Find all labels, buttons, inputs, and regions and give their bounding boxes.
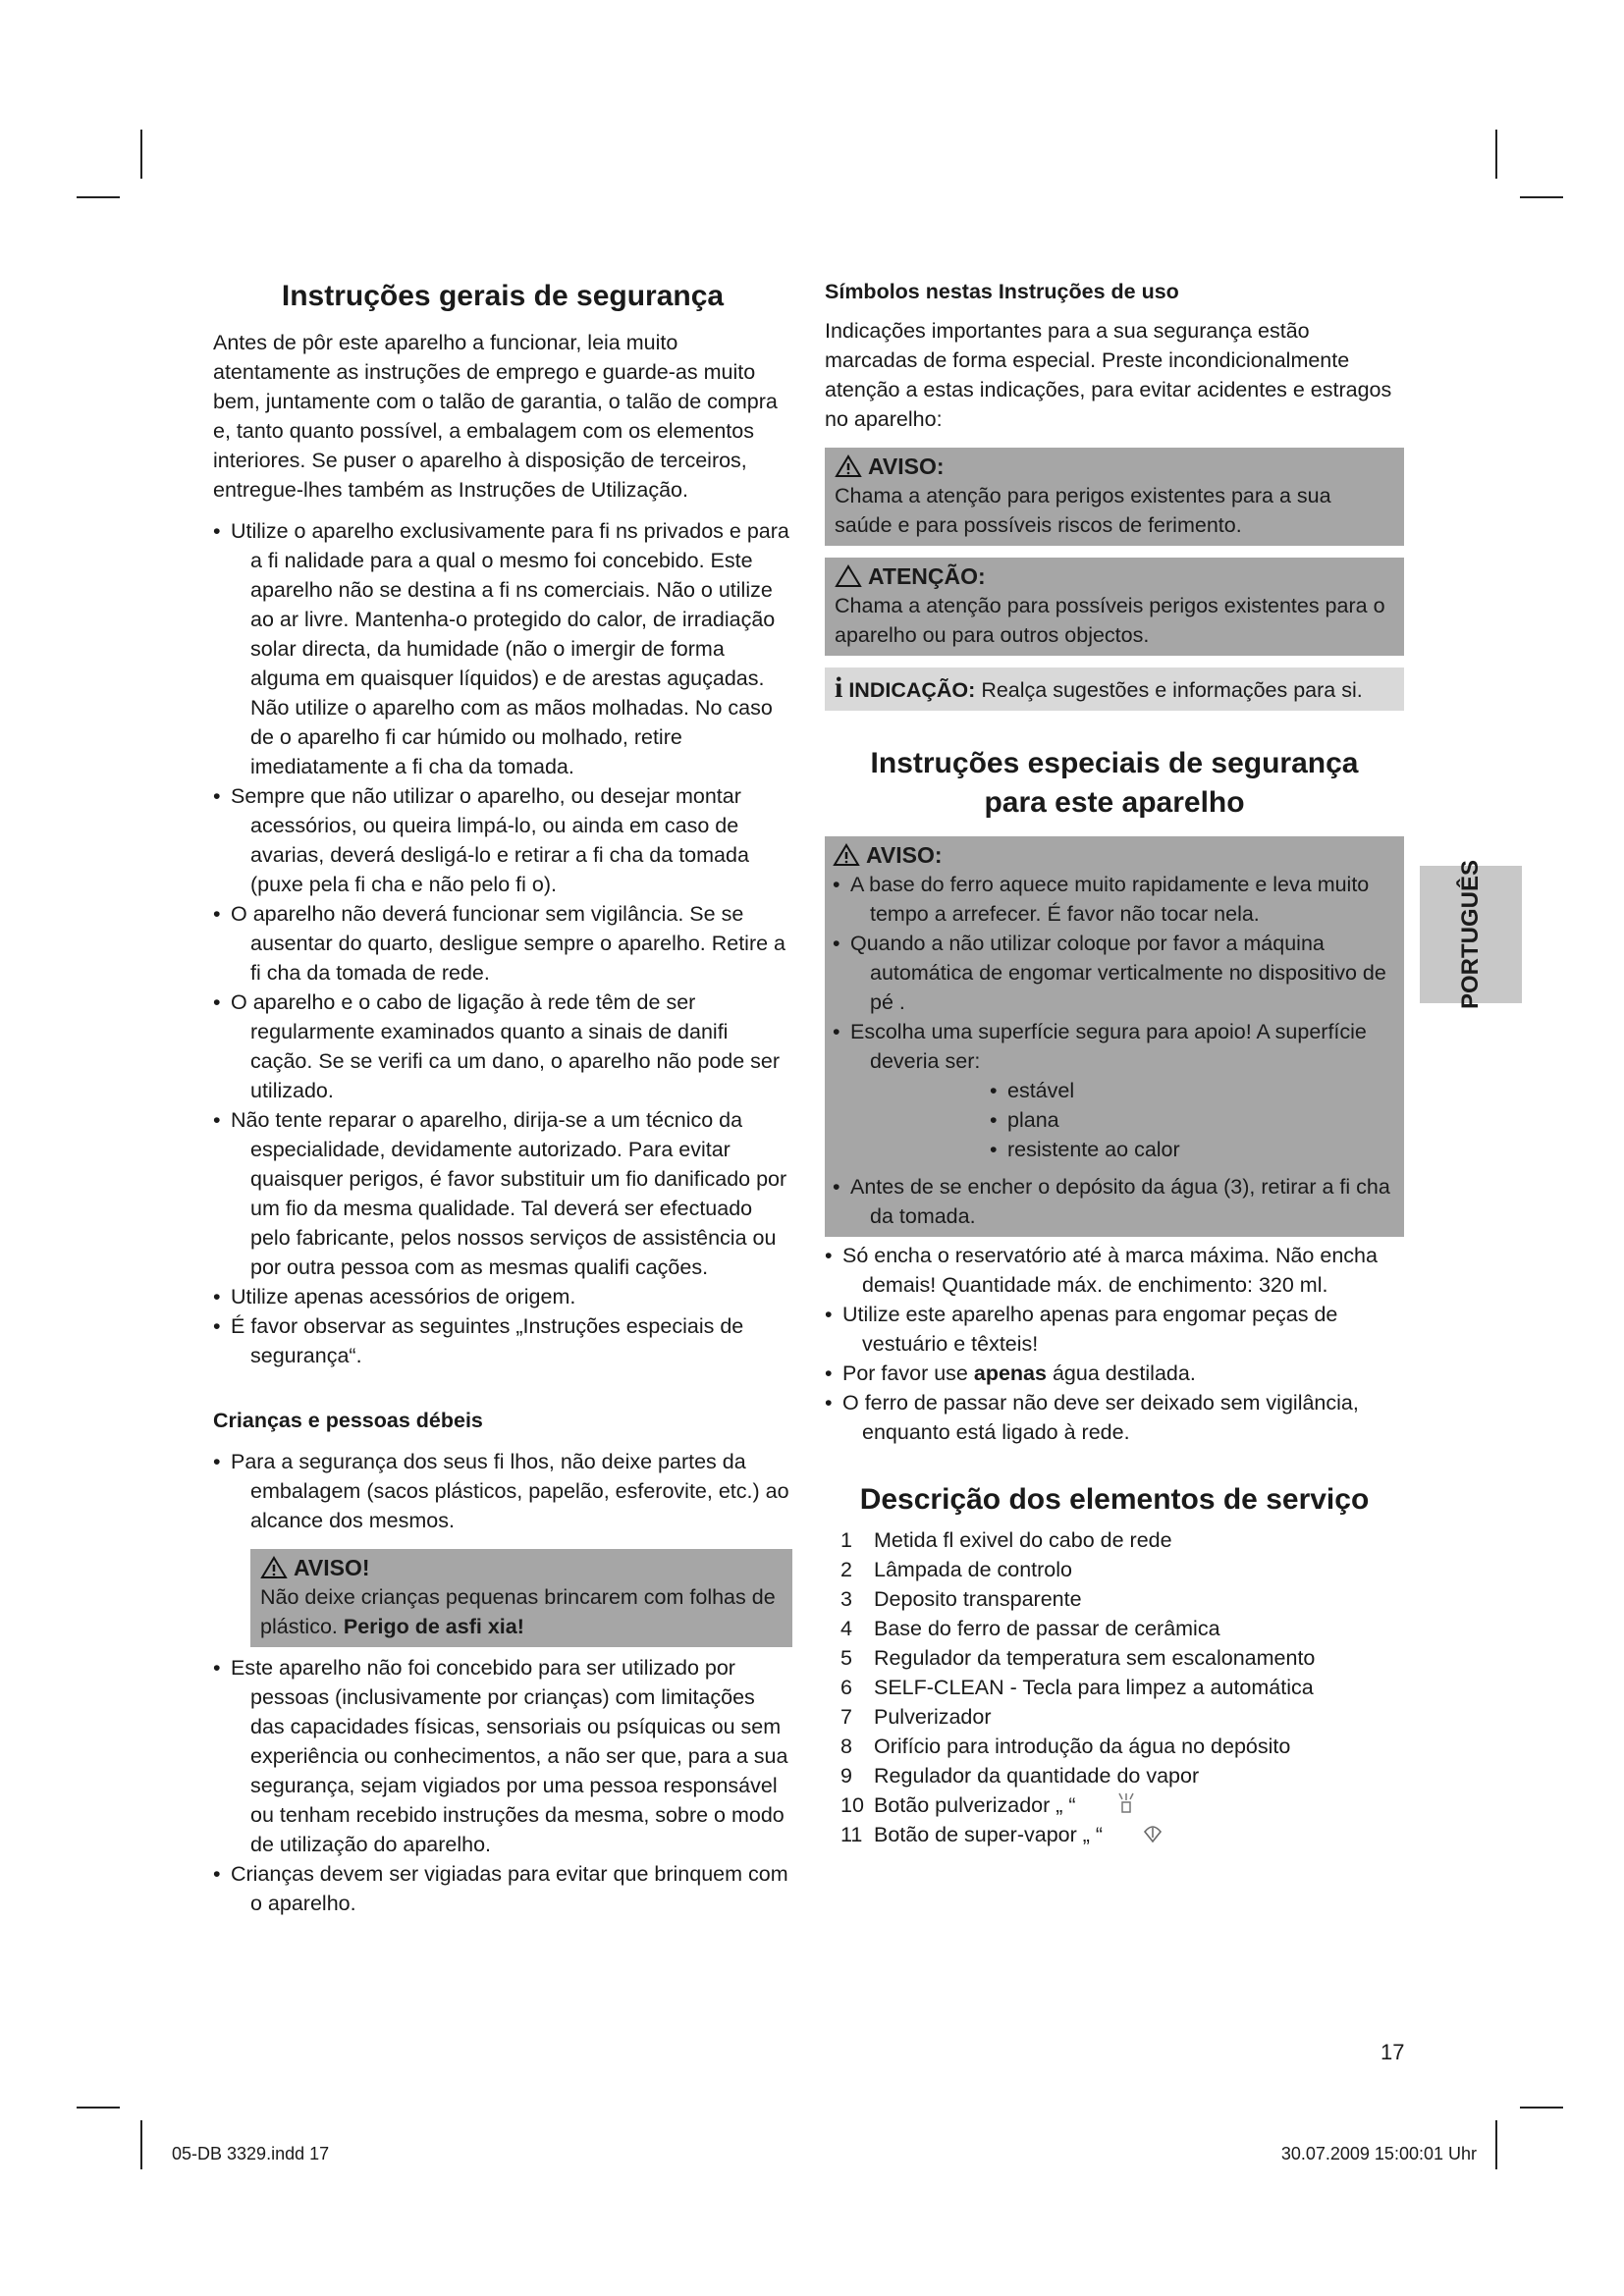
list-item: • O aparelho e o cabo de ligação à rede têm de ser regularmente examinados quanto a sinais de danifi cação. Se se verifi ca um dano, o aparelho não pode ser utilizado. bbox=[213, 988, 792, 1105]
footer-file-name: 05-DB 3329.indd 17 bbox=[172, 2144, 330, 2163]
right-column bbox=[825, 277, 1404, 1849]
children-warning-box bbox=[250, 1549, 792, 1647]
symbols-intro: Indicações importantes para a sua segurança estão marcadas de forma especial. Preste incondicionalmente atenção a estas indicações, para evitar acidentes e estragos no aparelho: bbox=[825, 319, 1392, 431]
list-item: • Por favor use apenas água destilada. bbox=[825, 1359, 1404, 1388]
steam-icon bbox=[1142, 1820, 1164, 1843]
warning-text: Não deixe crianças pequenas brincarem com folhas de plástico. Perigo de asfi xia! bbox=[260, 1585, 776, 1638]
warning-triangle-icon bbox=[835, 454, 862, 478]
list-item: • O aparelho não deverá funcionar sem vigilância. Se se ausentar do quarto, desligue sempre o aparelho. Retire a fi cha da tomada de rede. bbox=[213, 899, 792, 988]
parts-title: Descrição dos elementos de serviço bbox=[859, 1483, 1370, 1516]
info-icon: i bbox=[835, 671, 843, 704]
list-item: 7 Pulverizador bbox=[840, 1705, 992, 1729]
spray-icon bbox=[1115, 1790, 1137, 1814]
atencao-text: Chama a atenção para possíveis perigos existentes para o aparelho ou para outros objectos. bbox=[835, 594, 1385, 647]
warning-triangle-icon bbox=[833, 843, 860, 867]
list-item: 10 Botão pulverizador „ “ bbox=[840, 1790, 1404, 1820]
list-item: 4 Base do ferro de passar de cerâmica bbox=[840, 1617, 1220, 1640]
list-item: 5 Regulador da temperatura sem escalonamento bbox=[840, 1646, 1316, 1670]
list-item: 3 Deposito transparente bbox=[840, 1587, 1082, 1611]
list-item: • Para a segurança dos seus fi lhos, não deixe partes da embalagem (sacos plásticos, papelão, esferovite, etc.) ao alcance dos mesmos. bbox=[213, 1447, 792, 1535]
general-bullets bbox=[213, 516, 792, 1370]
list-item: • Escolha uma superfície segura para apoio! A superfície deveria ser: bbox=[833, 1017, 1394, 1076]
list-item: 9 Regulador da quantidade do vapor bbox=[840, 1764, 1200, 1788]
aviso-box: AVISO: Chama a atenção para perigos existentes para a sua saúde e para possíveis riscos de ferimento. bbox=[825, 448, 1404, 546]
list-item: • Crianças devem ser vigiadas para evitar que brinquem com o aparelho. bbox=[213, 1859, 792, 1918]
list-item: • Antes de se encher o depósito da água (3), retirar a fi cha da tomada. bbox=[833, 1172, 1394, 1231]
left-column bbox=[213, 277, 792, 1918]
list-item: • Quando a não utilizar coloque por favor a máquina automática de engomar verticalmente no dispositivo de pé . bbox=[833, 929, 1394, 1017]
children-bullets bbox=[213, 1447, 792, 1535]
symbols-heading: Símbolos nestas Instruções de uso bbox=[825, 280, 1179, 303]
special-safety-title: Instruções especiais de segurança para este aparelho bbox=[870, 747, 1359, 819]
caution-triangle-icon bbox=[835, 564, 862, 588]
list-item: • estável bbox=[990, 1076, 1394, 1105]
list-item: • Este aparelho não foi concebido para ser utilizado por pessoas (inclusivamente por crianças) com limitações das capacidades físicas, sensoriais ou psíquicas ou sem experiência ou conhecimentos, a não ser que, para a sua segurança, sejam vigiados por uma pessoa responsável ou tenham recebido instruções da mesma, sobre o modo de utilização do aparelho. bbox=[213, 1653, 792, 1859]
list-item: • Utilize o aparelho exclusivamente para fi ns privados e para a fi nalidade para a qual o mesmo foi concebido. Este aparelho não se destina a fi ns comerciais. Não o utilize ao ar livre. Mantenha-o protegido do calor, de irradiação solar directa, da humidade (não o imergir de forma alguma em quaisquer líquidos) e de arestas aguçadas. Não utilize o aparelho com as mãos molhadas. No caso de o aparelho fi car húmido ou molhado, retire imediatamente a fi cha da tomada. bbox=[213, 516, 792, 781]
general-safety-title: Instruções gerais de segurança bbox=[281, 280, 725, 312]
indicacao-box: i INDICAÇÃO: Realça sugestões e informações para si. bbox=[825, 667, 1404, 711]
surface-list bbox=[990, 1076, 1394, 1164]
list-item: • plana bbox=[990, 1105, 1394, 1135]
list-item: • Sempre que não utilizar o aparelho, ou desejar montar acessórios, ou queira limpá-lo, ou ainda em caso de avarias, deverá desligá-lo e retirar a fi cha da tomada (puxe pela fi cha e não pelo fi o). bbox=[213, 781, 792, 899]
list-item: 8 Orifício para introdução da água no depósito bbox=[840, 1735, 1291, 1758]
list-item: 1 Metida fl exivel do cabo de rede bbox=[840, 1528, 1172, 1552]
list-item: • Não tente reparar o aparelho, dirija-se a um técnico da especialidade, devidamente autorizado. Para evitar quaisquer perigos, é favor substituir um fio danificado por um fio da mesma qualidade. Tal deverá ser efectuado pelo fabricante, pelos nossos serviços de assistência ou por outra pessoa com as mesmas qualifi cações. bbox=[213, 1105, 792, 1282]
list-item: • Só encha o reservatório até à marca máxima. Não encha demais! Quantidade máx. de enchimento: 320 ml. bbox=[825, 1241, 1404, 1300]
special-aviso-box: AVISO: • A base do ferro aquece muito rapidamente e leva muito tempo a arrefecer. É favor não tocar nela. • Quando a não utilizar coloque por favor a máquina automática de engomar verticalmente no dispositivo de pé . • Escolha uma superfície segura para apoio! A superfície deveria ser: • estável • plana • resistente ao calor • Antes de se encher o depósito da água (3), retirar a fi cha da tomada. bbox=[825, 836, 1404, 1237]
list-item: • A base do ferro aquece muito rapidamente e leva muito tempo a arrefecer. É favor não tocar nela. bbox=[833, 870, 1394, 929]
page-number: 17 bbox=[1380, 2040, 1405, 2064]
language-side-tab: PORTUGUÊS bbox=[1420, 866, 1522, 1003]
list-item: 11 Botão de super-vapor „ “ bbox=[840, 1820, 1404, 1849]
warning-title: AVISO! bbox=[260, 1553, 783, 1582]
list-item: 6 SELF-CLEAN - Tecla para limpez a automática bbox=[840, 1676, 1314, 1699]
list-item: • É favor observar as seguintes „Instruções especiais de segurança“. bbox=[213, 1311, 792, 1370]
parts-list bbox=[825, 1525, 1404, 1849]
after-bullets bbox=[825, 1241, 1404, 1447]
list-item: • resistente ao calor bbox=[990, 1135, 1394, 1164]
capacity-bullets bbox=[213, 1653, 792, 1918]
atencao-box: ATENÇÃO: Chama a atenção para possíveis perigos existentes para o aparelho ou para outros objectos. bbox=[825, 558, 1404, 656]
list-item: • Utilize este aparelho apenas para engomar peças de vestuário e têxteis! bbox=[825, 1300, 1404, 1359]
footer-timestamp: 30.07.2009 15:00:01 Uhr bbox=[1280, 2144, 1477, 2163]
aviso-text: Chama a atenção para perigos existentes para a sua saúde e para possíveis riscos de ferimento. bbox=[835, 484, 1331, 537]
list-item: • O ferro de passar não deve ser deixado sem vigilância, enquanto está ligado à rede. bbox=[825, 1388, 1404, 1447]
list-item: • Utilize apenas acessórios de origem. bbox=[213, 1282, 792, 1311]
warning-triangle-icon bbox=[260, 1556, 288, 1579]
list-item: 2 Lâmpada de controlo bbox=[840, 1558, 1073, 1581]
children-heading: Crianças e pessoas débeis bbox=[213, 1409, 483, 1432]
intro-paragraph: Antes de pôr este aparelho a funcionar, leia muito atentamente as instruções de emprego e guarde-as muito bem, juntamente com o talão de garantia, o talão de compra e, tanto quanto possível, a embalagem com os elementos interiores. Se puser o aparelho à disposição de terceiros, entregue-lhes também as Instruções de Utilização. bbox=[213, 331, 778, 502]
